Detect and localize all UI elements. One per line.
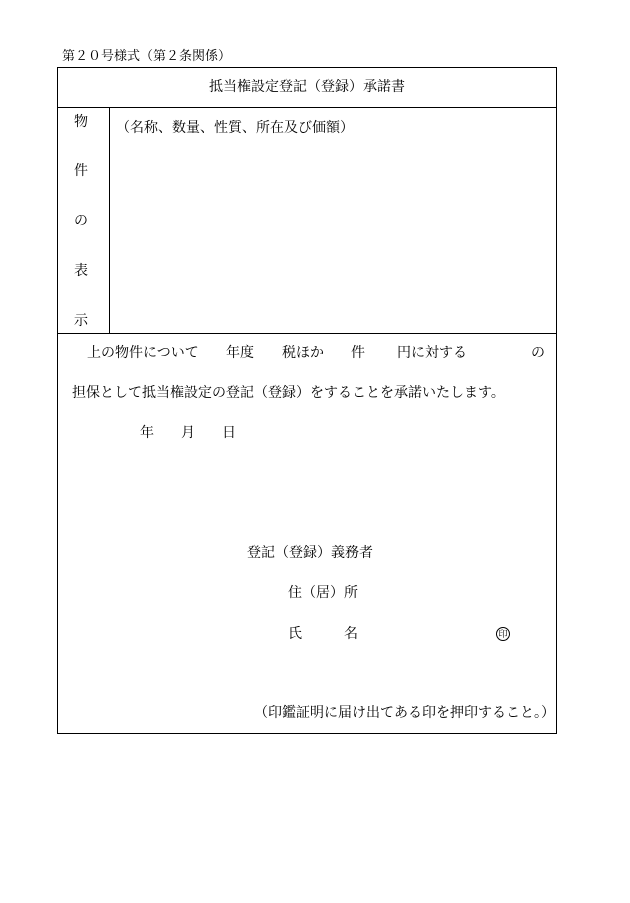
form-number: 第２０号様式（第２条関係） — [62, 49, 232, 64]
property-label-char: の — [74, 213, 88, 229]
date-month: 月 — [181, 425, 195, 441]
body-line1-part: 年度 — [226, 345, 254, 361]
body-line1-part: 件 — [351, 345, 365, 361]
address-label: 住（居）所 — [288, 585, 358, 601]
body-line1-part: 上の物件について — [87, 345, 199, 361]
property-label-char: 件 — [74, 163, 88, 179]
obligor-title: 登記（登録）義務者 — [247, 545, 373, 561]
property-label-char: 物 — [74, 114, 88, 130]
seal-mark: 印 — [496, 627, 510, 641]
body-line1-part: の — [531, 345, 545, 361]
form-title: 抵当権設定登記（登録）承諾書 — [209, 79, 405, 95]
footnote: （印鑑証明に届け出てある印を押印すること。） — [254, 705, 555, 721]
title-divider — [57, 107, 557, 108]
property-label-char: 示 — [74, 313, 88, 329]
property-label-char: 表 — [74, 263, 88, 279]
property-note: （名称、数量、性質、所在及び価額） — [116, 120, 354, 136]
body-line1-part: 税ほか — [282, 345, 324, 361]
property-bottom-divider — [57, 333, 557, 334]
name-label: 名 — [344, 626, 358, 642]
date-day: 日 — [222, 425, 236, 441]
name-label: 氏 — [288, 626, 302, 642]
body-line2: 担保として抵当権設定の登記（登録）をすることを承諾いたします。 — [72, 385, 505, 401]
date-year: 年 — [140, 425, 154, 441]
property-label-divider — [109, 107, 110, 333]
body-line1-part: 円に対する — [397, 345, 467, 361]
